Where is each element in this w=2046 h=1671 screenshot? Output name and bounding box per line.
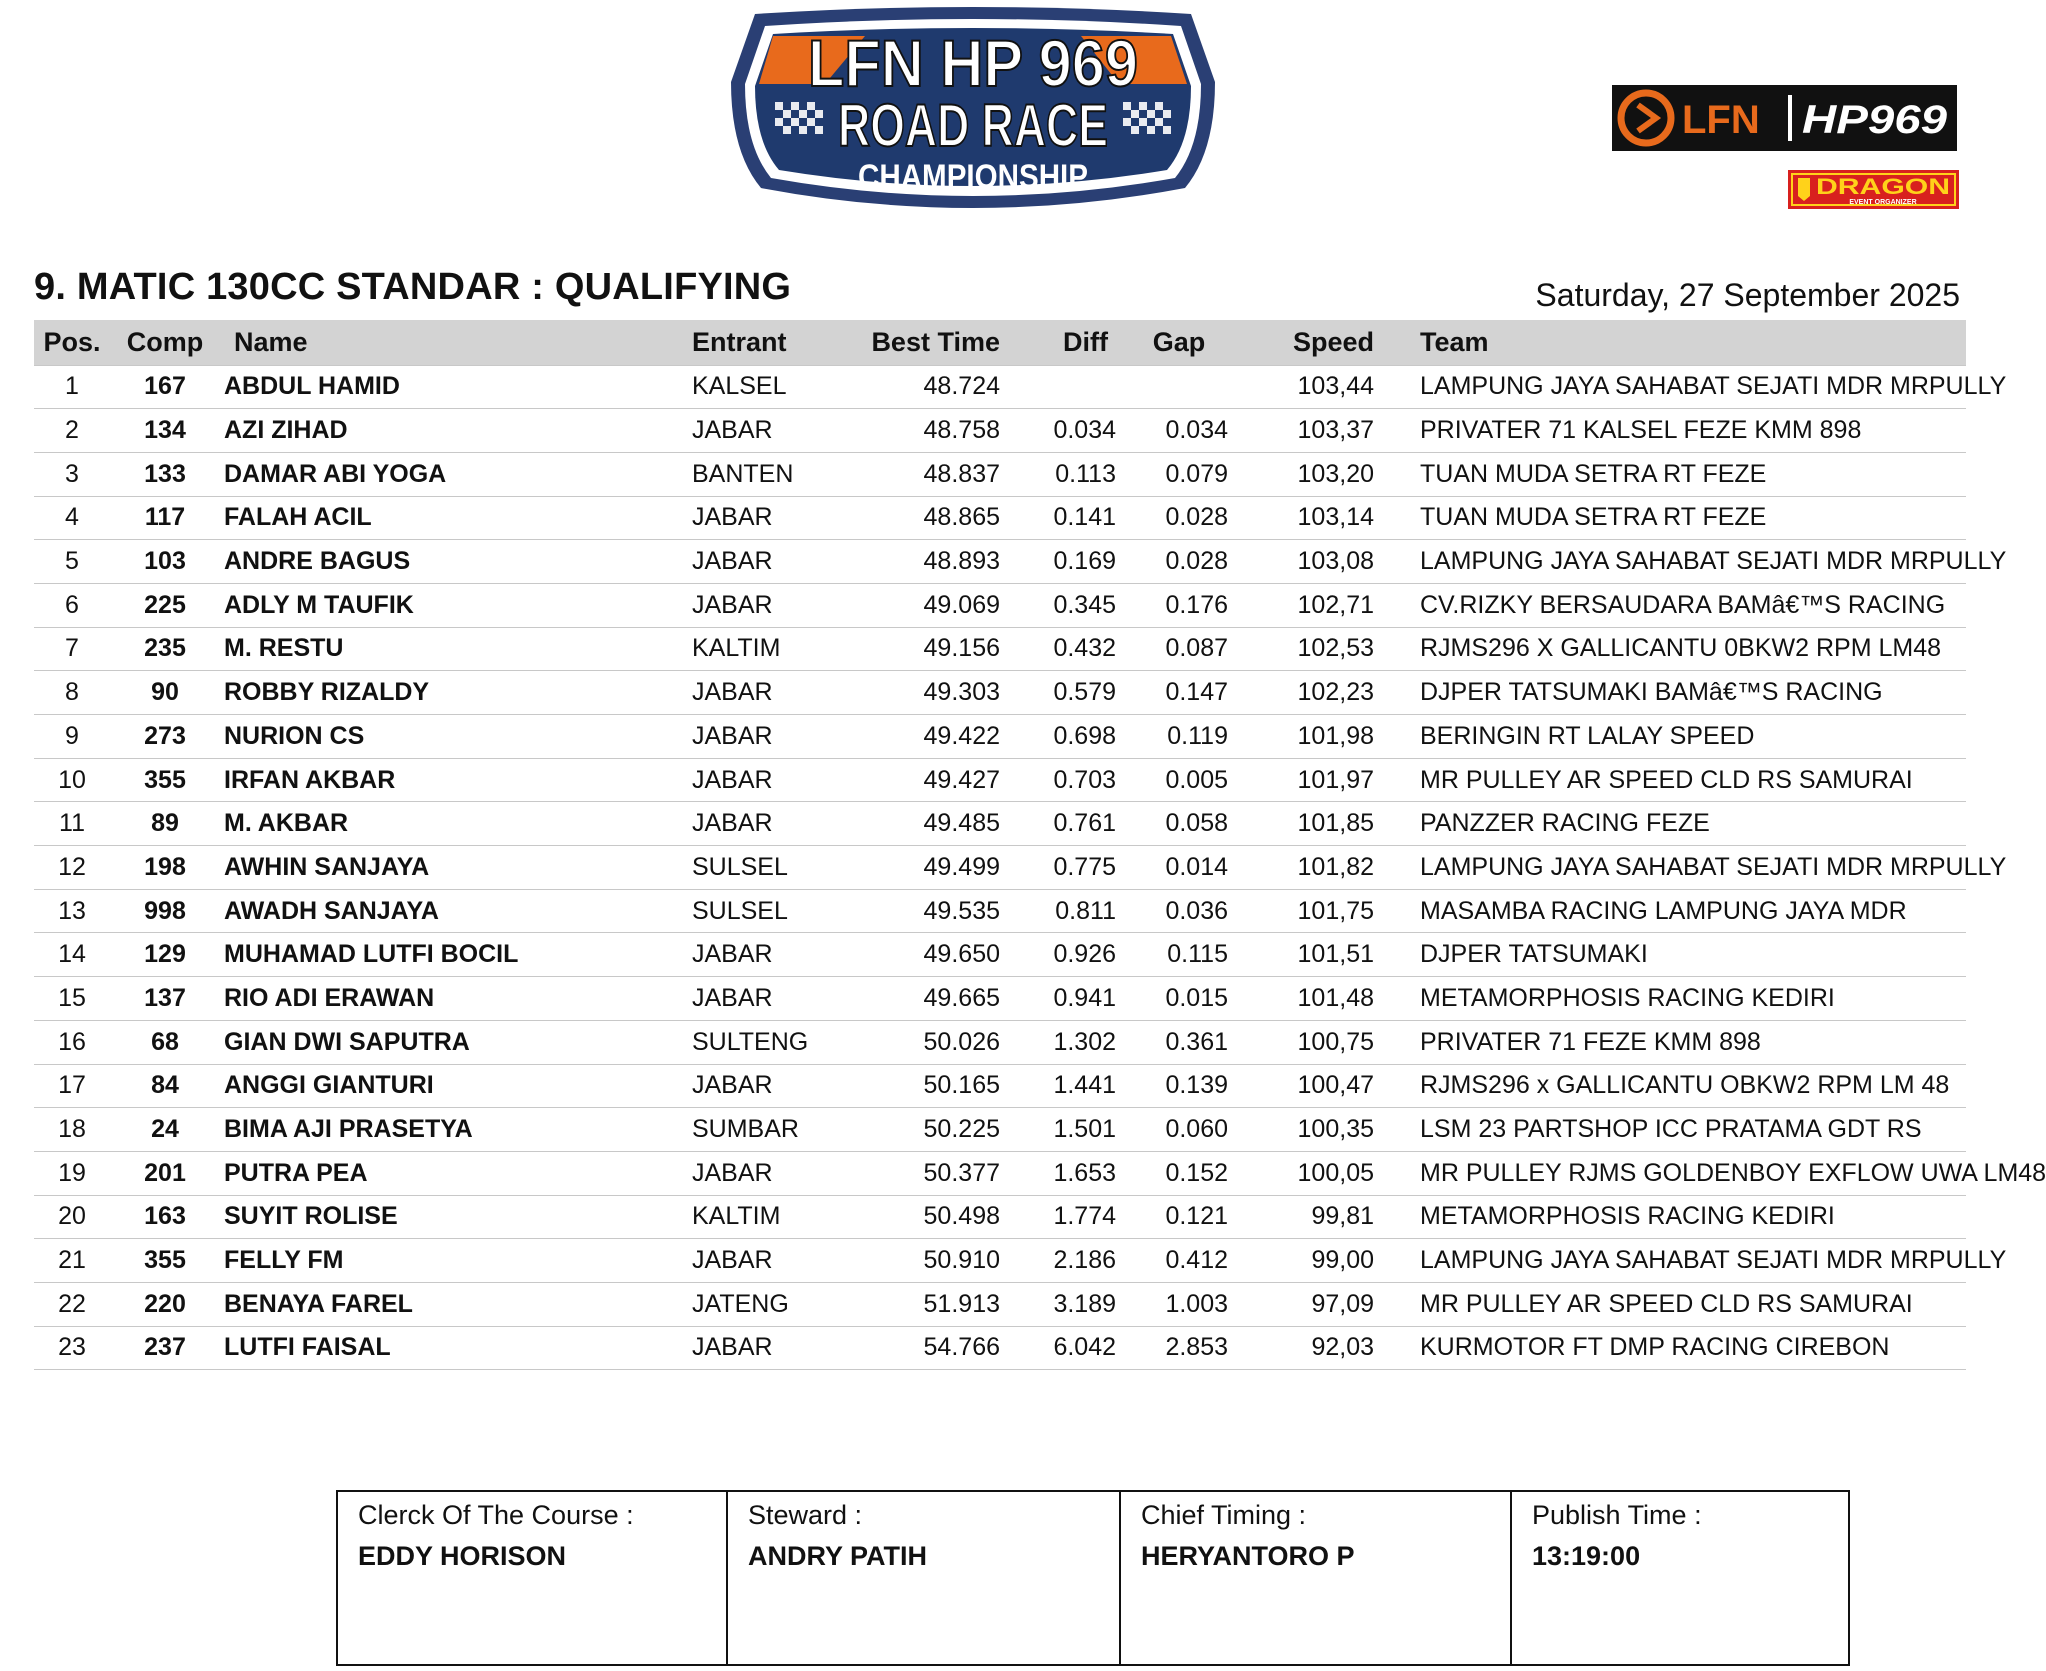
cell-speed: 101,97	[1234, 758, 1382, 802]
table-row	[34, 627, 1966, 671]
cell-comp: 235	[110, 627, 220, 671]
table-row	[34, 452, 1966, 496]
table-row	[34, 715, 1966, 759]
cell-speed: 100,47	[1234, 1064, 1382, 1108]
cell-pos: 10	[34, 758, 110, 802]
cell-comp: 355	[110, 758, 220, 802]
cell-speed: 101,82	[1234, 846, 1382, 890]
cell-team: MR PULLEY AR SPEED CLD RS SAMURAI	[1382, 1282, 1966, 1326]
cell-pos: 18	[34, 1108, 110, 1152]
cell-team: PANZZER RACING FEZE	[1382, 802, 1966, 846]
organizer-logo	[1788, 170, 1959, 209]
cell-entrant: SUMBAR	[686, 1108, 844, 1152]
table-row	[34, 1108, 1966, 1152]
cell-diff: 0.345	[1008, 583, 1124, 627]
cell-gap: 1.003	[1124, 1282, 1234, 1326]
table-row	[34, 1020, 1966, 1064]
cell-entrant: JABAR	[686, 1326, 844, 1370]
cell-gap: 0.060	[1124, 1108, 1234, 1152]
cell-team: DJPER TATSUMAKI BAMâ€™S RACING	[1382, 671, 1966, 715]
cell-name: MUHAMAD LUTFI BOCIL	[220, 933, 686, 977]
official-chief-timing	[1121, 1490, 1512, 1666]
logo-line1: LFN HP 969	[808, 26, 1138, 100]
cell-best-time: 49.303	[844, 671, 1008, 715]
cell-pos: 15	[34, 977, 110, 1021]
table-row	[34, 1282, 1966, 1326]
cell-team: LAMPUNG JAYA SAHABAT SEJATI MDR MRPULLY	[1382, 1239, 1966, 1283]
cell-best-time: 50.377	[844, 1151, 1008, 1195]
header-speed: Speed	[1234, 320, 1382, 365]
cell-best-time: 50.225	[844, 1108, 1008, 1152]
cell-diff: 1.774	[1008, 1195, 1124, 1239]
cell-diff	[1008, 365, 1124, 409]
cell-comp: 89	[110, 802, 220, 846]
cell-entrant: SULTENG	[686, 1020, 844, 1064]
cell-best-time: 54.766	[844, 1326, 1008, 1370]
cell-gap: 0.115	[1124, 933, 1234, 977]
cell-pos: 12	[34, 846, 110, 890]
cell-team: KURMOTOR FT DMP RACING CIREBON	[1382, 1326, 1966, 1370]
cell-team: LAMPUNG JAYA SAHABAT SEJATI MDR MRPULLY	[1382, 846, 1966, 890]
cell-comp: 163	[110, 1195, 220, 1239]
brand-left-text: LFN	[1682, 98, 1760, 142]
table-row	[34, 1239, 1966, 1283]
cell-pos: 5	[34, 540, 110, 584]
brand-right-text: HP969	[1802, 98, 1948, 142]
cell-comp: 198	[110, 846, 220, 890]
cell-name: ANGGI GIANTURI	[220, 1064, 686, 1108]
table-row	[34, 933, 1966, 977]
cell-best-time: 48.837	[844, 452, 1008, 496]
cell-best-time: 48.865	[844, 496, 1008, 540]
cell-name: FALAH ACIL	[220, 496, 686, 540]
cell-pos: 1	[34, 365, 110, 409]
cell-team: MASAMBA RACING LAMPUNG JAYA MDR	[1382, 889, 1966, 933]
cell-best-time: 49.499	[844, 846, 1008, 890]
cell-entrant: JATENG	[686, 1282, 844, 1326]
cell-entrant: JABAR	[686, 802, 844, 846]
cell-gap: 0.034	[1124, 409, 1234, 453]
cell-diff: 2.186	[1008, 1239, 1124, 1283]
cell-team: METAMORPHOSIS RACING KEDIRI	[1382, 1195, 1966, 1239]
cell-comp: 117	[110, 496, 220, 540]
cell-best-time: 49.156	[844, 627, 1008, 671]
cell-gap: 0.058	[1124, 802, 1234, 846]
cell-comp: 220	[110, 1282, 220, 1326]
cell-team: PRIVATER 71 FEZE KMM 898	[1382, 1020, 1966, 1064]
cell-name: ANDRE BAGUS	[220, 540, 686, 584]
cell-team: TUAN MUDA SETRA RT FEZE	[1382, 496, 1966, 540]
cell-gap: 0.015	[1124, 977, 1234, 1021]
organizer-subtext: EVENT ORGANIZER	[1849, 199, 1917, 206]
header-name: Name	[220, 320, 686, 365]
cell-comp: 68	[110, 1020, 220, 1064]
cell-comp: 90	[110, 671, 220, 715]
cell-speed: 102,53	[1234, 627, 1382, 671]
cell-comp: 103	[110, 540, 220, 584]
cell-gap: 2.853	[1124, 1326, 1234, 1370]
cell-name: AZI ZIHAD	[220, 409, 686, 453]
cell-entrant: JABAR	[686, 977, 844, 1021]
cell-name: FELLY FM	[220, 1239, 686, 1283]
cell-diff: 0.926	[1008, 933, 1124, 977]
table-row	[34, 671, 1966, 715]
cell-best-time: 49.535	[844, 889, 1008, 933]
cell-entrant: SULSEL	[686, 889, 844, 933]
cell-pos: 20	[34, 1195, 110, 1239]
cell-name: DAMAR ABI YOGA	[220, 452, 686, 496]
official-label: Steward :	[748, 1500, 863, 1530]
cell-team: BERINGIN RT LALAY SPEED	[1382, 715, 1966, 759]
cell-pos: 4	[34, 496, 110, 540]
cell-best-time: 49.665	[844, 977, 1008, 1021]
cell-gap	[1124, 365, 1234, 409]
cell-diff: 1.501	[1008, 1108, 1124, 1152]
event-logo	[715, 2, 1230, 224]
cell-gap: 0.005	[1124, 758, 1234, 802]
cell-pos: 13	[34, 889, 110, 933]
cell-team: LAMPUNG JAYA SAHABAT SEJATI MDR MRPULLY	[1382, 365, 1966, 409]
cell-best-time: 49.650	[844, 933, 1008, 977]
cell-diff: 3.189	[1008, 1282, 1124, 1326]
official-label: Chief Timing :	[1141, 1500, 1307, 1530]
cell-team: RJMS296 x GALLICANTU OBKW2 RPM LM 48	[1382, 1064, 1966, 1108]
cell-pos: 9	[34, 715, 110, 759]
cell-comp: 129	[110, 933, 220, 977]
cell-speed: 101,48	[1234, 977, 1382, 1021]
cell-best-time: 50.026	[844, 1020, 1008, 1064]
event-date: Saturday, 27 September 2025	[1535, 277, 1960, 313]
table-row	[34, 1064, 1966, 1108]
page-title: 9. MATIC 130CC STANDAR : QUALIFYING	[34, 266, 792, 308]
table-row	[34, 1195, 1966, 1239]
cell-entrant: JABAR	[686, 1064, 844, 1108]
cell-gap: 0.028	[1124, 540, 1234, 584]
cell-best-time: 49.069	[844, 583, 1008, 627]
cell-entrant: JABAR	[686, 1151, 844, 1195]
cell-entrant: KALTIM	[686, 627, 844, 671]
cell-name: ROBBY RIZALDY	[220, 671, 686, 715]
cell-speed: 100,35	[1234, 1108, 1382, 1152]
header-gap: Gap	[1124, 320, 1234, 365]
cell-entrant: JABAR	[686, 1239, 844, 1283]
organizer-text: DRAGON	[1816, 174, 1950, 199]
cell-best-time: 49.427	[844, 758, 1008, 802]
cell-team: TUAN MUDA SETRA RT FEZE	[1382, 452, 1966, 496]
table-row	[34, 758, 1966, 802]
cell-gap: 0.028	[1124, 496, 1234, 540]
cell-team: CV.RIZKY BERSAUDARA BAMâ€™S RACING	[1382, 583, 1966, 627]
table-row	[34, 409, 1966, 453]
cell-name: BIMA AJI PRASETYA	[220, 1108, 686, 1152]
header-comp: Comp	[110, 320, 220, 365]
cell-speed: 103,44	[1234, 365, 1382, 409]
official-value: EDDY HORISON	[358, 1541, 567, 1571]
cell-speed: 101,75	[1234, 889, 1382, 933]
cell-entrant: KALSEL	[686, 365, 844, 409]
cell-speed: 103,37	[1234, 409, 1382, 453]
cell-speed: 100,75	[1234, 1020, 1382, 1064]
cell-gap: 0.121	[1124, 1195, 1234, 1239]
cell-comp: 134	[110, 409, 220, 453]
cell-best-time: 51.913	[844, 1282, 1008, 1326]
cell-diff: 0.579	[1008, 671, 1124, 715]
cell-diff: 1.302	[1008, 1020, 1124, 1064]
cell-pos: 8	[34, 671, 110, 715]
cell-name: M. AKBAR	[220, 802, 686, 846]
cell-gap: 0.152	[1124, 1151, 1234, 1195]
cell-entrant: JABAR	[686, 933, 844, 977]
logo-line2: ROAD RACE	[838, 92, 1108, 159]
cell-diff: 0.432	[1008, 627, 1124, 671]
table-row	[34, 846, 1966, 890]
brand-logo	[1612, 85, 1957, 151]
cell-comp: 24	[110, 1108, 220, 1152]
cell-comp: 225	[110, 583, 220, 627]
cell-comp: 133	[110, 452, 220, 496]
cell-gap: 0.014	[1124, 846, 1234, 890]
cell-entrant: SULSEL	[686, 846, 844, 890]
cell-entrant: BANTEN	[686, 452, 844, 496]
cell-entrant: JABAR	[686, 540, 844, 584]
official-value: ANDRY PATIH	[748, 1541, 928, 1571]
cell-speed: 103,08	[1234, 540, 1382, 584]
cell-diff: 0.941	[1008, 977, 1124, 1021]
cell-entrant: JABAR	[686, 496, 844, 540]
cell-diff: 0.113	[1008, 452, 1124, 496]
cell-diff: 0.775	[1008, 846, 1124, 890]
cell-speed: 103,20	[1234, 452, 1382, 496]
cell-diff: 1.441	[1008, 1064, 1124, 1108]
cell-name: ADLY M TAUFIK	[220, 583, 686, 627]
cell-entrant: JABAR	[686, 715, 844, 759]
table-row	[34, 496, 1966, 540]
cell-gap: 0.036	[1124, 889, 1234, 933]
cell-pos: 17	[34, 1064, 110, 1108]
cell-gap: 0.119	[1124, 715, 1234, 759]
cell-name: RIO ADI ERAWAN	[220, 977, 686, 1021]
cell-best-time: 50.910	[844, 1239, 1008, 1283]
cell-diff: 0.698	[1008, 715, 1124, 759]
cell-gap: 0.139	[1124, 1064, 1234, 1108]
cell-name: IRFAN AKBAR	[220, 758, 686, 802]
official-clerk-of-course	[336, 1490, 728, 1666]
table-row	[34, 583, 1966, 627]
cell-pos: 14	[34, 933, 110, 977]
results-body	[34, 365, 2046, 1370]
cell-comp: 998	[110, 889, 220, 933]
cell-comp: 137	[110, 977, 220, 1021]
cell-diff: 6.042	[1008, 1326, 1124, 1370]
cell-speed: 100,05	[1234, 1151, 1382, 1195]
official-label: Publish Time :	[1532, 1500, 1702, 1530]
cell-diff: 0.703	[1008, 758, 1124, 802]
logo-line3: CHAMPIONSHIP	[858, 158, 1088, 196]
cell-best-time: 49.485	[844, 802, 1008, 846]
cell-pos: 23	[34, 1326, 110, 1370]
cell-pos: 6	[34, 583, 110, 627]
table-row	[34, 977, 1966, 1021]
cell-best-time: 50.498	[844, 1195, 1008, 1239]
cell-pos: 21	[34, 1239, 110, 1283]
cell-best-time: 49.422	[844, 715, 1008, 759]
cell-name: AWHIN SANJAYA	[220, 846, 686, 890]
cell-speed: 102,23	[1234, 671, 1382, 715]
cell-name: LUTFI FAISAL	[220, 1326, 686, 1370]
cell-team: DJPER TATSUMAKI	[1382, 933, 1966, 977]
cell-gap: 0.176	[1124, 583, 1234, 627]
cell-speed: 101,85	[1234, 802, 1382, 846]
cell-name: GIAN DWI SAPUTRA	[220, 1020, 686, 1064]
cell-diff: 0.169	[1008, 540, 1124, 584]
cell-best-time: 48.758	[844, 409, 1008, 453]
cell-speed: 97,09	[1234, 1282, 1382, 1326]
cell-entrant: JABAR	[686, 758, 844, 802]
table-row	[34, 1151, 1966, 1195]
table-row	[34, 540, 1966, 584]
cell-diff: 0.761	[1008, 802, 1124, 846]
cell-pos: 11	[34, 802, 110, 846]
cell-comp: 273	[110, 715, 220, 759]
cell-name: NURION CS	[220, 715, 686, 759]
cell-name: AWADH SANJAYA	[220, 889, 686, 933]
official-value: HERYANTORO P	[1141, 1541, 1355, 1571]
cell-comp: 355	[110, 1239, 220, 1283]
cell-pos: 7	[34, 627, 110, 671]
cell-comp: 84	[110, 1064, 220, 1108]
cell-team: MR PULLEY AR SPEED CLD RS SAMURAI	[1382, 758, 1966, 802]
header-pos: Pos.	[34, 320, 110, 365]
cell-diff: 1.653	[1008, 1151, 1124, 1195]
cell-best-time: 48.724	[844, 365, 1008, 409]
cell-speed: 103,14	[1234, 496, 1382, 540]
cell-pos: 3	[34, 452, 110, 496]
cell-comp: 167	[110, 365, 220, 409]
cell-pos: 2	[34, 409, 110, 453]
cell-entrant: JABAR	[686, 583, 844, 627]
cell-name: ABDUL HAMID	[220, 365, 686, 409]
cell-speed: 102,71	[1234, 583, 1382, 627]
cell-team: PRIVATER 71 KALSEL FEZE KMM 898	[1382, 409, 1966, 453]
header-team: Team	[1382, 320, 1966, 365]
cell-name: SUYIT ROLISE	[220, 1195, 686, 1239]
cell-diff: 0.034	[1008, 409, 1124, 453]
cell-team: LAMPUNG JAYA SAHABAT SEJATI MDR MRPULLY	[1382, 540, 1966, 584]
header-entrant: Entrant	[686, 320, 844, 365]
cell-name: BENAYA FAREL	[220, 1282, 686, 1326]
cell-speed: 99,81	[1234, 1195, 1382, 1239]
header-best-time: Best Time	[844, 320, 1008, 365]
cell-diff: 0.811	[1008, 889, 1124, 933]
official-value: 13:19:00	[1532, 1541, 1641, 1571]
cell-name: M. RESTU	[220, 627, 686, 671]
official-publish-time	[1512, 1490, 1850, 1666]
table-row	[34, 365, 1966, 409]
cell-pos: 16	[34, 1020, 110, 1064]
cell-comp: 237	[110, 1326, 220, 1370]
cell-pos: 19	[34, 1151, 110, 1195]
cell-pos: 22	[34, 1282, 110, 1326]
table-row	[34, 889, 1966, 933]
official-label: Clerck Of The Course :	[358, 1500, 634, 1530]
results-table	[34, 320, 2046, 1370]
cell-speed: 92,03	[1234, 1326, 1382, 1370]
cell-speed: 101,51	[1234, 933, 1382, 977]
cell-comp: 201	[110, 1151, 220, 1195]
cell-diff: 0.141	[1008, 496, 1124, 540]
cell-best-time: 50.165	[844, 1064, 1008, 1108]
cell-team: METAMORPHOSIS RACING KEDIRI	[1382, 977, 1966, 1021]
table-header-row	[34, 320, 1966, 365]
cell-entrant: KALTIM	[686, 1195, 844, 1239]
cell-name: PUTRA PEA	[220, 1151, 686, 1195]
official-steward	[728, 1490, 1121, 1666]
cell-speed: 101,98	[1234, 715, 1382, 759]
cell-entrant: JABAR	[686, 409, 844, 453]
cell-entrant: JABAR	[686, 671, 844, 715]
cell-gap: 0.147	[1124, 671, 1234, 715]
cell-speed: 99,00	[1234, 1239, 1382, 1283]
cell-gap: 0.079	[1124, 452, 1234, 496]
table-row	[34, 802, 1966, 846]
cell-team: RJMS296 X GALLICANTU 0BKW2 RPM LM48	[1382, 627, 1966, 671]
cell-team: MR PULLEY RJMS GOLDENBOY EXFLOW UWA LM48	[1382, 1151, 1966, 1195]
table-row	[34, 1326, 1966, 1370]
cell-best-time: 48.893	[844, 540, 1008, 584]
cell-team: LSM 23 PARTSHOP ICC PRATAMA GDT RS	[1382, 1108, 1966, 1152]
cell-gap: 0.412	[1124, 1239, 1234, 1283]
officials-box	[336, 1490, 1850, 1666]
cell-gap: 0.361	[1124, 1020, 1234, 1064]
header-diff: Diff	[1008, 320, 1124, 365]
cell-gap: 0.087	[1124, 627, 1234, 671]
